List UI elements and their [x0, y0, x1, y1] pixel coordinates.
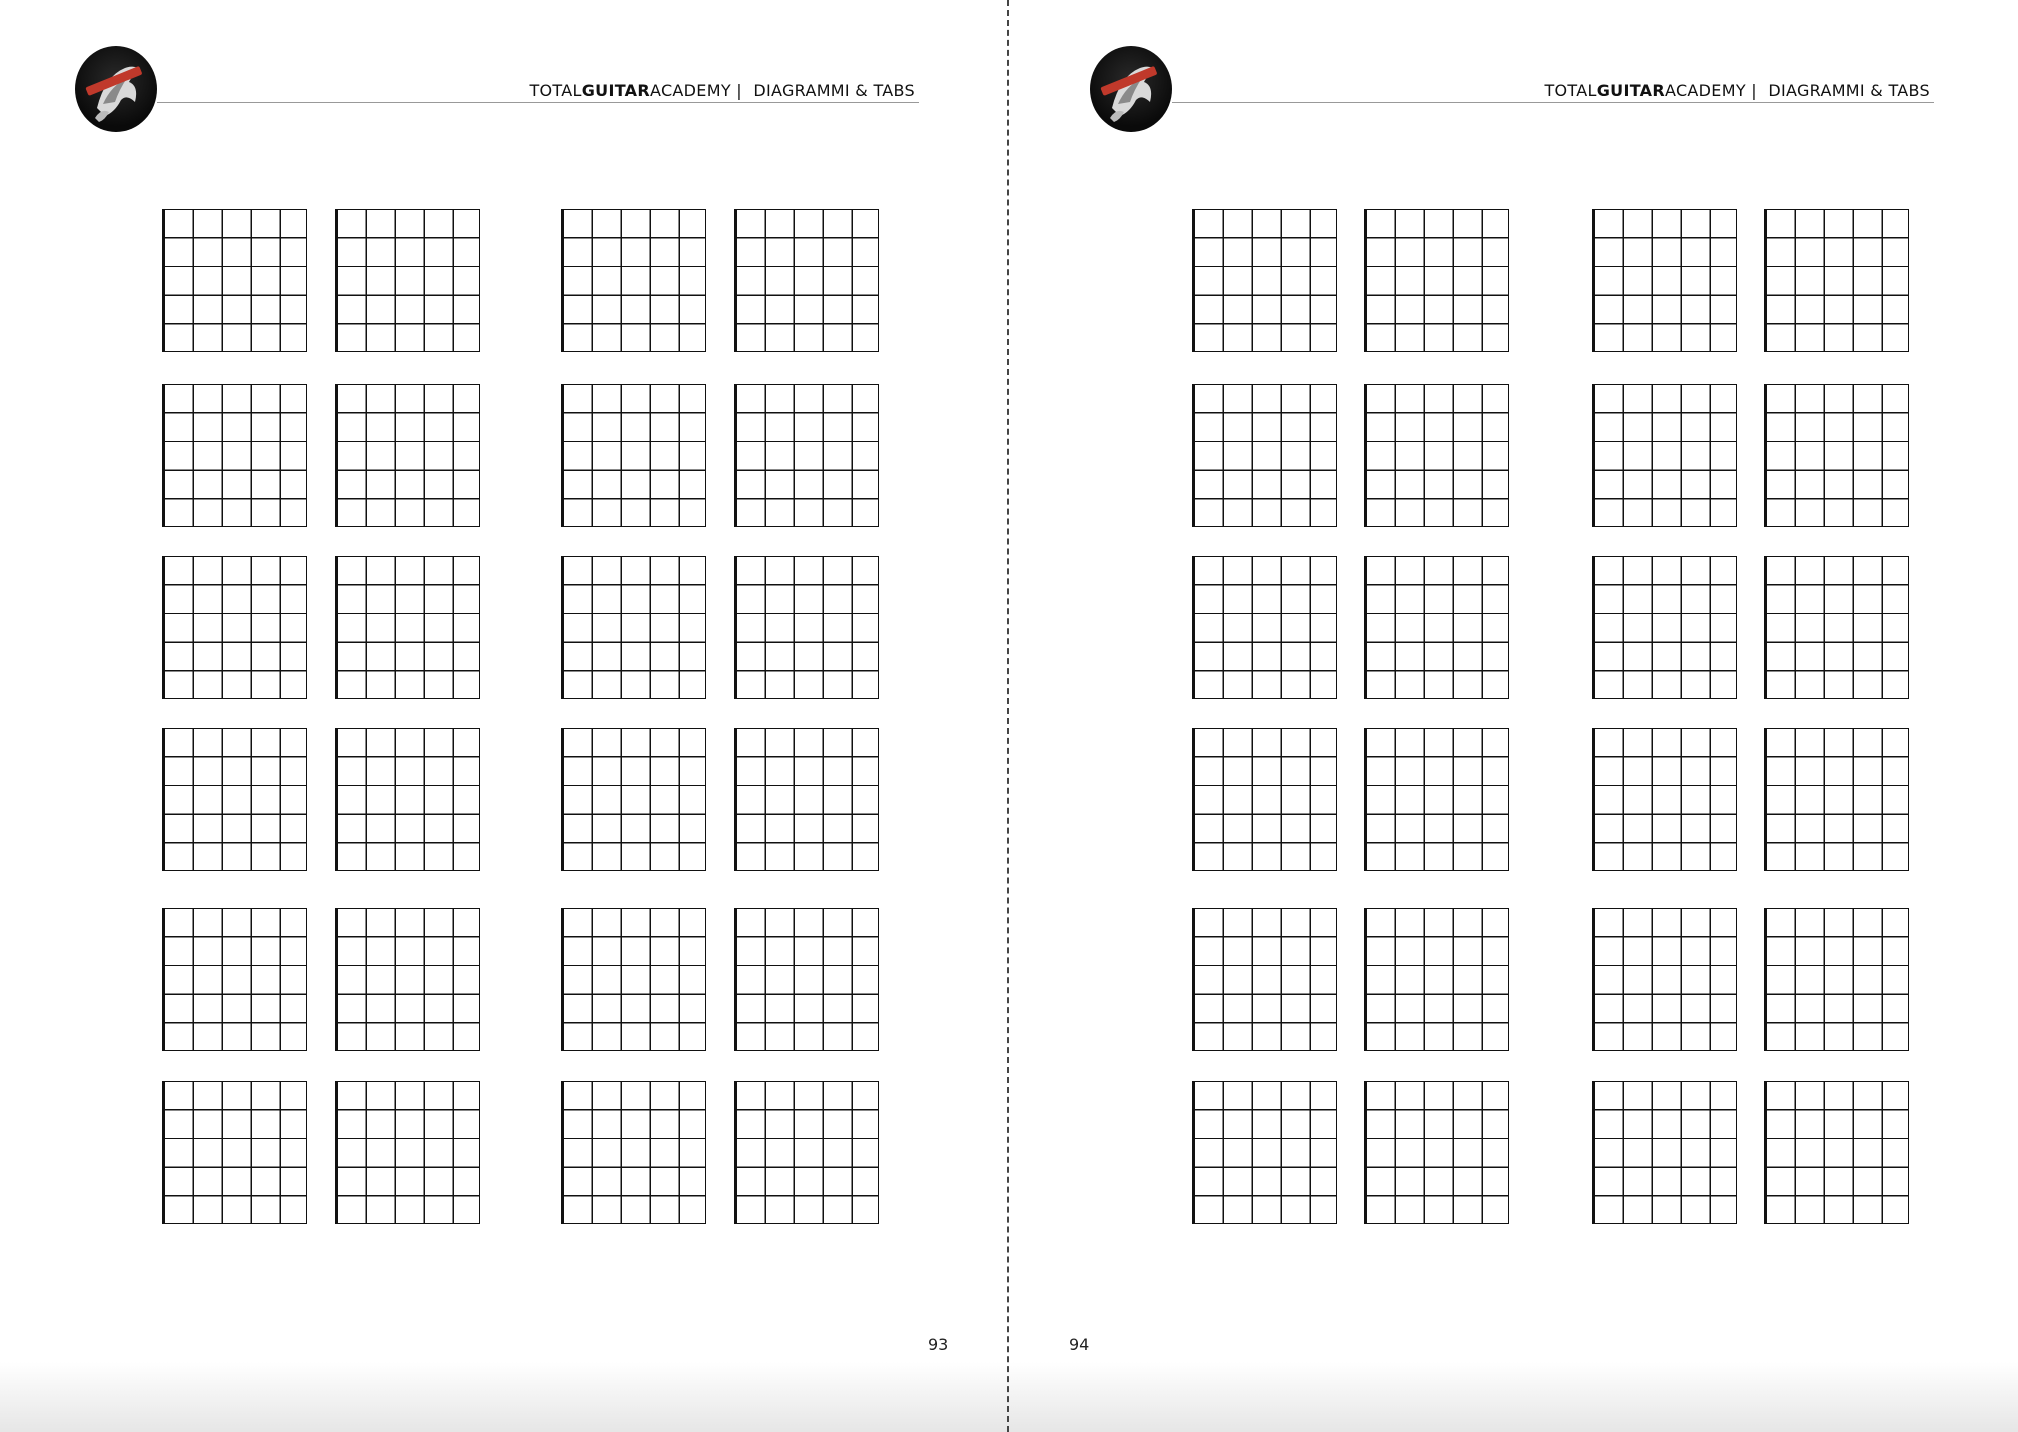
academy-logo-icon	[75, 46, 157, 132]
chord-diagram	[561, 384, 706, 527]
chord-diagram	[1192, 1081, 1337, 1224]
chord-diagram	[1764, 908, 1909, 1051]
header-section: DIAGRAMMI & TABS	[753, 81, 915, 100]
chord-diagram	[1364, 908, 1509, 1051]
chord-diagram	[1192, 908, 1337, 1051]
chord-diagram	[561, 556, 706, 699]
chord-diagram	[335, 728, 480, 871]
header-rule	[157, 102, 919, 103]
header-brand: GUITAR	[581, 81, 650, 100]
chord-diagram	[1192, 384, 1337, 527]
chord-diagram	[734, 728, 879, 871]
chord-diagram	[1764, 728, 1909, 871]
chord-diagram	[162, 728, 307, 871]
header-suffix: ACADEMY	[1665, 81, 1746, 100]
chord-diagram	[734, 556, 879, 699]
chord-diagram	[734, 908, 879, 1051]
chord-diagram	[734, 209, 879, 352]
page-number: 94	[1069, 1335, 1090, 1354]
page-94	[1011, 0, 2016, 1432]
academy-logo-icon	[1090, 46, 1172, 132]
header-section: DIAGRAMMI & TABS	[1768, 81, 1930, 100]
chord-diagram	[561, 209, 706, 352]
chord-diagram	[1364, 384, 1509, 527]
chord-diagram	[1192, 556, 1337, 699]
chord-diagram	[1592, 728, 1737, 871]
page-number: 93	[928, 1335, 949, 1354]
header-title	[1544, 81, 1930, 100]
chord-diagram	[335, 908, 480, 1051]
chord-diagram	[162, 908, 307, 1051]
chord-diagram	[1592, 384, 1737, 527]
header-separator: |	[736, 81, 742, 100]
chord-diagram	[1764, 1081, 1909, 1224]
chord-diagram	[561, 908, 706, 1051]
header-brand: GUITAR	[1596, 81, 1665, 100]
chord-diagram	[335, 209, 480, 352]
chord-diagram	[1364, 209, 1509, 352]
chord-diagram	[1592, 556, 1737, 699]
chord-diagram	[734, 1081, 879, 1224]
chord-diagram	[734, 384, 879, 527]
header-prefix: TOTAL	[1544, 81, 1597, 100]
chord-diagram	[561, 728, 706, 871]
chord-diagram	[561, 1081, 706, 1224]
chord-diagram	[1764, 209, 1909, 352]
chord-diagram	[335, 384, 480, 527]
header-rule	[1172, 102, 1934, 103]
header-prefix: TOTAL	[529, 81, 582, 100]
page-93	[0, 0, 1005, 1432]
chord-diagram	[162, 556, 307, 699]
chord-diagram	[1764, 556, 1909, 699]
chord-diagram	[335, 556, 480, 699]
page-divider	[1007, 0, 1009, 1432]
chord-diagram	[162, 209, 307, 352]
chord-diagram	[1192, 728, 1337, 871]
header-separator: |	[1751, 81, 1757, 100]
header-suffix: ACADEMY	[650, 81, 731, 100]
chord-diagram	[1364, 728, 1509, 871]
chord-diagram	[1364, 1081, 1509, 1224]
chord-diagram	[162, 1081, 307, 1224]
chord-diagram	[335, 1081, 480, 1224]
chord-diagram	[1592, 908, 1737, 1051]
chord-diagram	[1592, 1081, 1737, 1224]
chord-diagram	[1592, 209, 1737, 352]
chord-diagram	[1192, 209, 1337, 352]
chord-diagram	[162, 384, 307, 527]
chord-diagram	[1764, 384, 1909, 527]
chord-diagram	[1364, 556, 1509, 699]
header-title	[529, 81, 915, 100]
